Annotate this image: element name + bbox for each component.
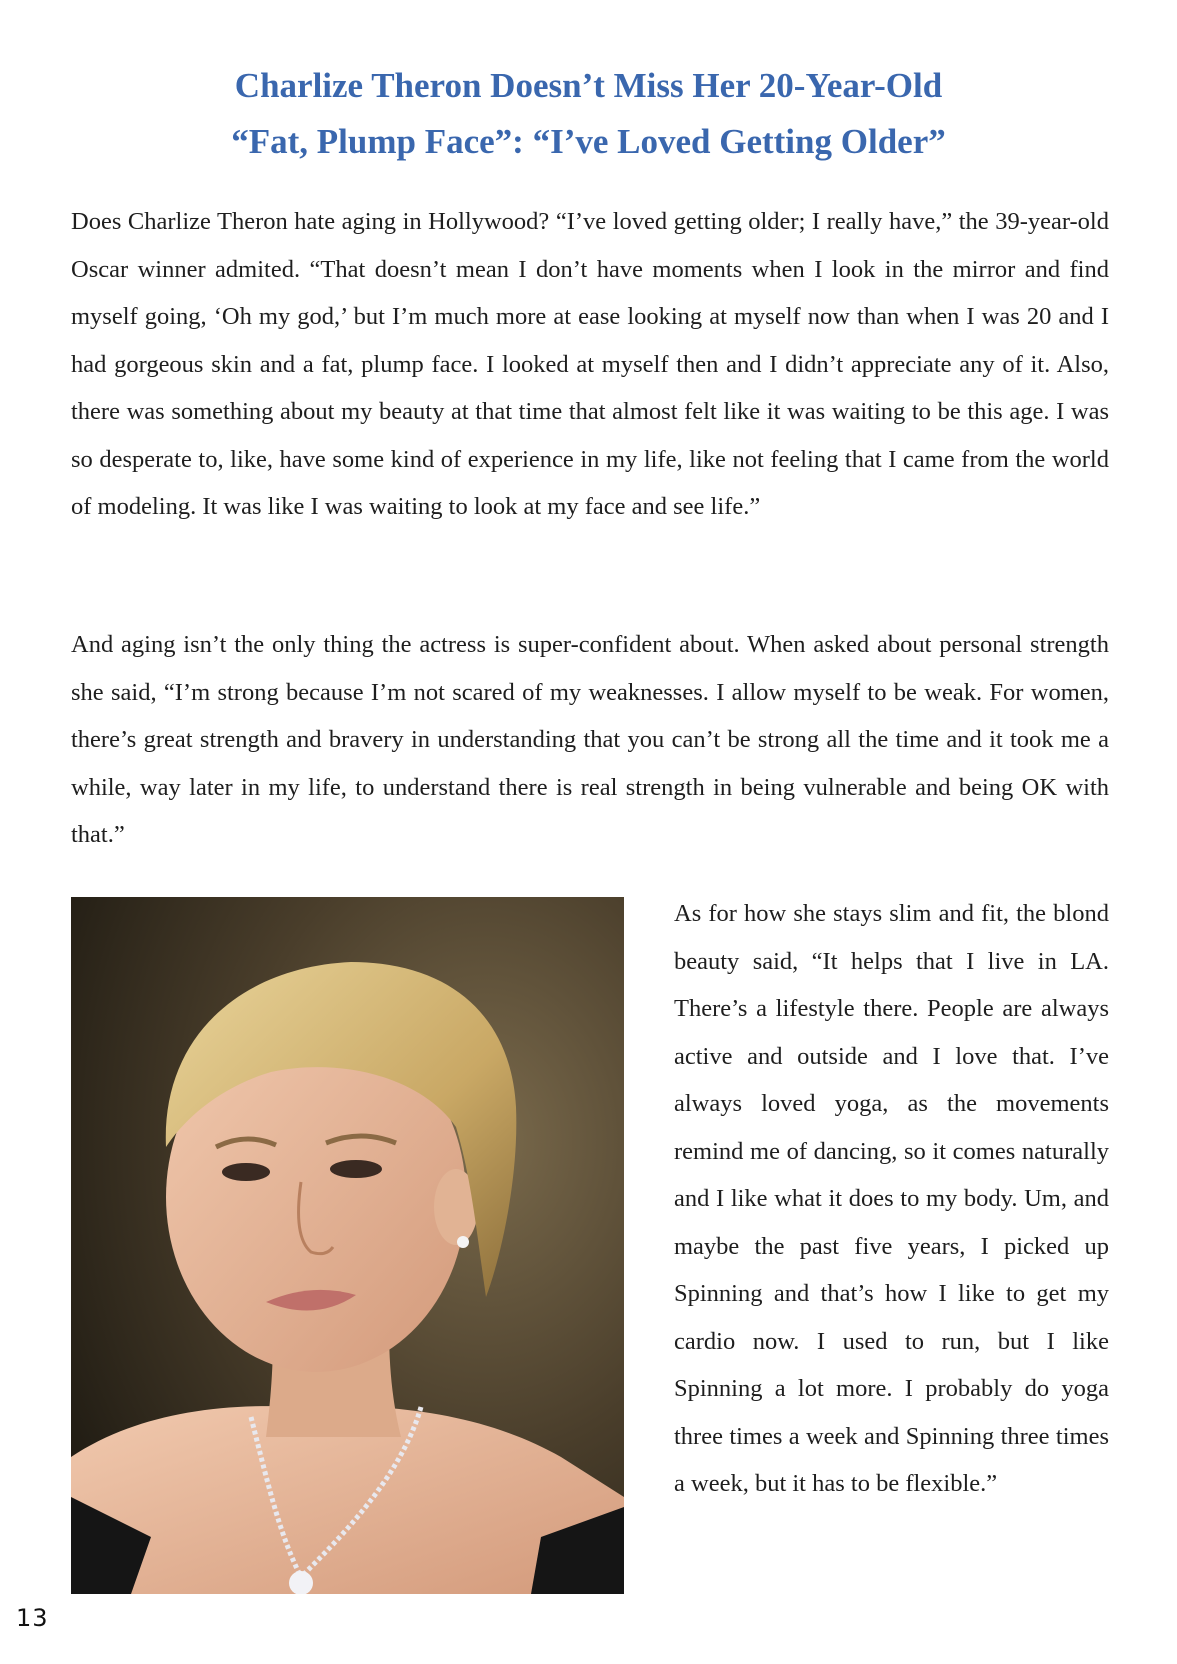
paragraph-fitness: As for how she stays slim and fit, the blond beauty said, “It helps that I live in LA. There’s a lifestyle there. People are always active and outside and I love that. I’ve always loved yoga, as the movements remind me of dancing, so it comes naturally and I like what it does to my body. Um, and maybe the past five years, I picked up Spinning and that’s how I like to get my cardio now. I used to run, but I like Spinning a lot more. I probably do yoga three times a week and Spinning three times a week, but it has to be flexible.” — [674, 900, 1109, 1497]
title-line-2: “Fat, Plump Face”: “I’ve Loved Getting Older” — [231, 122, 946, 161]
paragraph-aging: Does Charlize Theron hate aging in Hollywood? “I’ve loved getting older; I really have,” the 39-year-old Oscar winner admited. “That doesn’t mean I don’t have moments when I look in the mirror and find myself going, ‘Oh my god,’ but I’m much more at ease looking at myself now than when I was 20 and I had gorgeous skin and a fat, plump face. I looked at myself then and I didn’t appreciate any of it. Also, there was something about my beauty at that time that almost felt like it was waiting to be this age. I was so desperate to, like, have some kind of experience in my life, like not feeling that I came from the world of modeling. It was like I was waiting to look at my face and see life.” — [71, 208, 1109, 520]
page-number: 13 — [16, 1604, 49, 1632]
portrait-photo — [71, 897, 624, 1594]
paragraph-strength: And aging isn’t the only thing the actress is super-confident about. When asked about personal strength she said, “I’m strong because I’m not scared of my weaknesses. I allow myself to be weak. For women, there’s great strength and bravery in understanding that you can’t be strong all the time and it took me a while, way later in my life, to understand there is real strength in being vulnerable and being OK with that.” — [71, 631, 1109, 848]
article-title — [0, 58, 1177, 170]
title-line-1: Charlize Theron Doesn’t Miss Her 20-Year-Old — [234, 66, 943, 105]
